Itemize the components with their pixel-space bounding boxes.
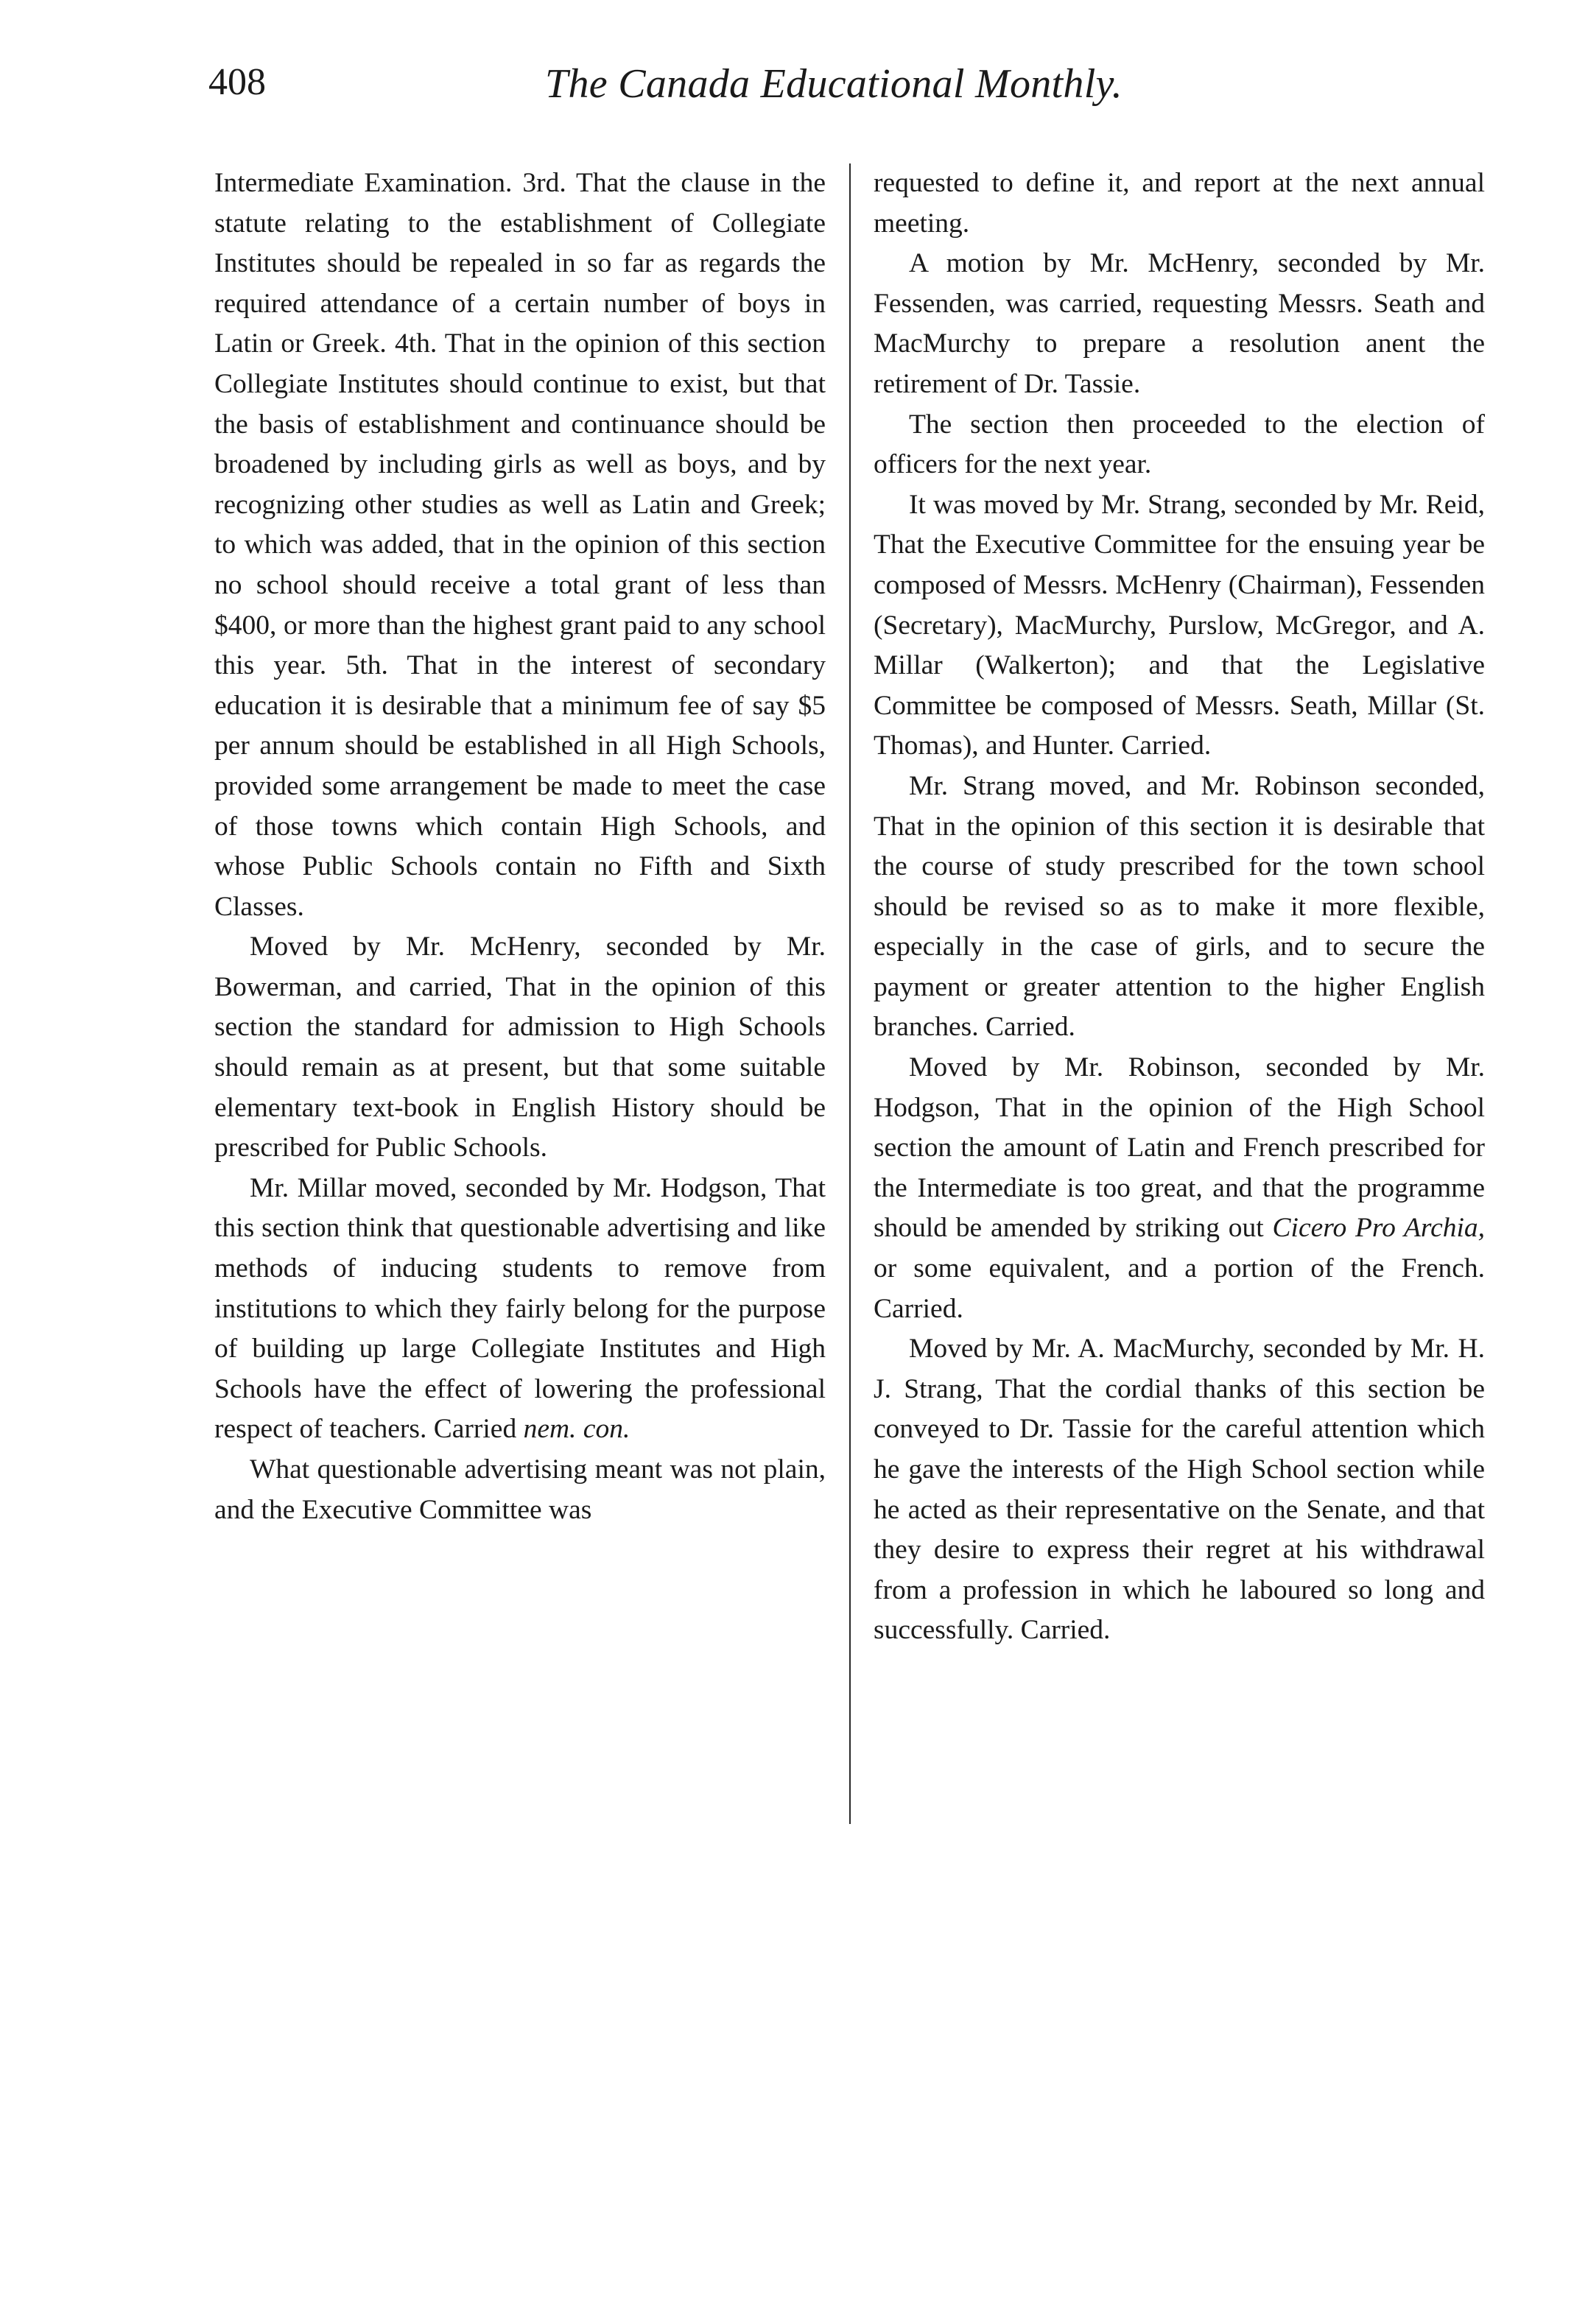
nem-con-italic: nem. con.	[523, 1414, 630, 1445]
cicero-pro-archia-italic: Cicero Pro Archia,	[1272, 1213, 1486, 1244]
right-paragraph-6-after: or some equivalent, and a portion of the French. Carried.	[874, 1253, 1485, 1324]
right-paragraph-6-before: Moved by Mr. Robinson, seconded by Mr. Hodgson, That in the opinion of the High School section the amount of Latin and French prescribed for the Intermediate is too great, and that the programme should be amended by striking out	[874, 1052, 1485, 1244]
right-paragraph-1: requested to define it, and report at the next annual meeting.	[874, 168, 1485, 239]
column-divider	[849, 163, 851, 1824]
right-paragraph-2: A motion by Mr. McHenry, seconded by Mr. Fessenden, was carried, requesting Messrs. Seath and MacMurchy to prepare a resolution anent the retirement of Dr. Tassie.	[874, 248, 1485, 399]
left-paragraph-3	[214, 1169, 826, 1450]
left-column	[214, 163, 826, 1530]
right-paragraph-7: Moved by Mr. A. MacMurchy, seconded by Mr. H. J. Strang, That the cordial thanks of this section be conveyed to Dr. Tassie for the careful attention which he gave the interests of the High School section while he acted as their representative on the Senate, and that they desire to express their regret at his withdrawal from a profession in which he laboured so long and successfully. Carried.	[874, 1334, 1485, 1646]
right-paragraph-4: It was moved by Mr. Strang, seconded by Mr. Reid, That the Executive Committee for the ensuing year be composed of Messrs. McHenry (Chairman), Fessenden (Secretary), MacMurchy, Purslow, McGregor, and A. Millar (Walkerton); and that the Legislative Committee be composed of Messrs. Seath, Millar (St. Thomas), and Hunter. Carried.	[874, 489, 1485, 761]
right-paragraph-5: Mr. Strang moved, and Mr. Robinson seconded, That in the opinion of this section it is desirable that the course of study prescribed for the town school should be revised so as to make it more flexible, especially in the case of girls, and to secure the payment or greater attention to the higher English branches. Carried.	[874, 770, 1485, 1043]
page-number: 408	[208, 61, 266, 103]
running-title: The Canada Educational Monthly.	[545, 61, 1123, 107]
right-paragraph-3: The section then proceeded to the election of officers for the next year.	[874, 409, 1485, 480]
left-paragraph-1: Intermediate Examination. 3rd. That the clause in the statute relating to the establishment of Collegiate Institutes should be repealed in so far as regards the required attendance of a certain number of boys in Latin or Greek. 4th. That in the opinion of this section Collegiate Institutes should continue to exist, but that the basis of establishment and continuance should be broadened by including girls as well as boys, and by recognizing other studies as well as Latin and Greek; to which was added, that in the opinion of this section no school should receive a total grant of less than $400, or more than the highest grant paid to any school this year. 5th. That in the interest of secondary education it is desirable that a minimum fee of say $5 per annum should be established in all High Schools, provided some arrangement be made to meet the case of those towns which contain High Schools, and whose Public Schools contain no Fifth and Sixth Classes.	[214, 168, 826, 922]
left-paragraph-2: Moved by Mr. McHenry, seconded by Mr. Bowerman, and carried, That in the opinion of this section the standard for admission to High Schools should remain as at present, but that some suitable elementary text-book in English History should be prescribed for Public Schools.	[214, 932, 826, 1163]
left-paragraph-3-text: Mr. Millar moved, seconded by Mr. Hodgson, That this section think that questionable advertising and like methods of inducing students to remove from institutions to which they fairly belong for the purpose of building up large Collegiate Institutes and High Schools have the effect of lowering the professional respect of teachers. Carried	[214, 1172, 826, 1445]
right-paragraph-6	[874, 1048, 1485, 1329]
right-column	[874, 163, 1485, 1651]
left-paragraph-4: What questionable advertising meant was not plain, and the Executive Committee was	[214, 1454, 826, 1525]
